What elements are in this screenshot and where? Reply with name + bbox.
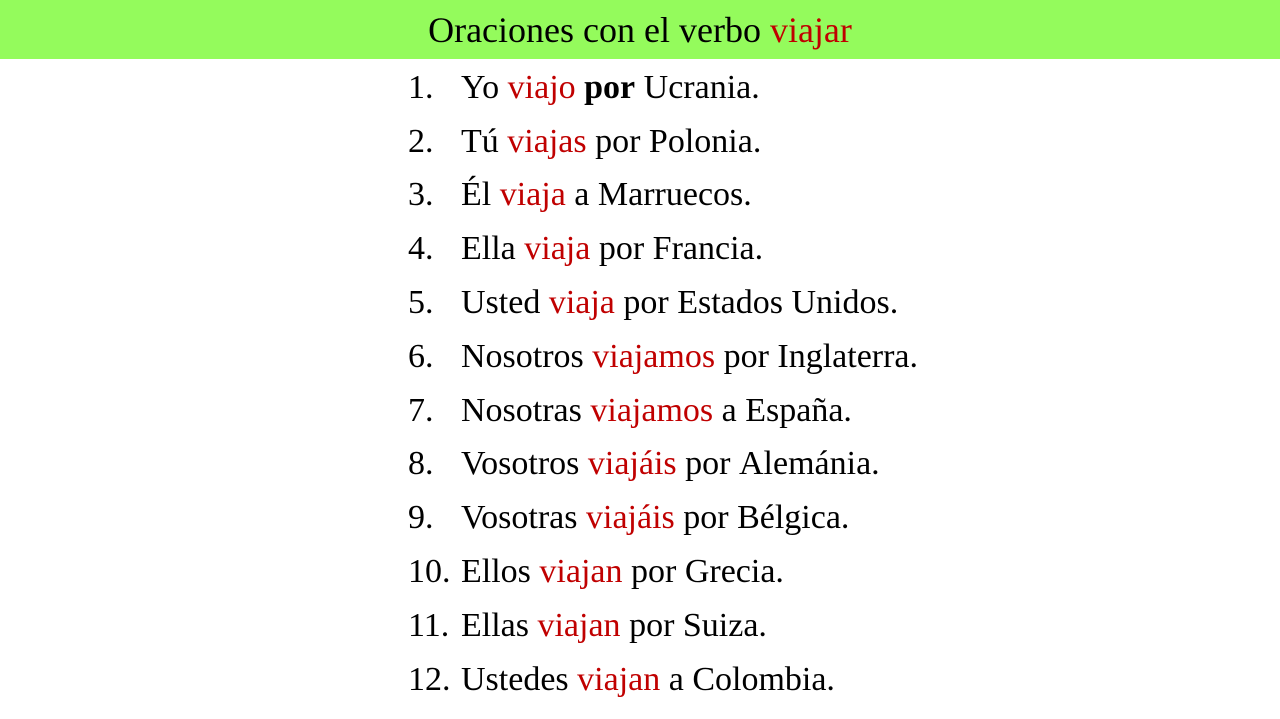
page-title <box>428 9 852 51</box>
item-number: 9. <box>408 499 434 537</box>
item-preposition: por <box>629 606 675 644</box>
item-preposition: por <box>723 337 769 375</box>
item-subject: Él <box>461 176 492 214</box>
item-subject: Vosotras <box>461 499 578 537</box>
item-preposition: por <box>623 284 669 322</box>
item-verb: viajamos <box>590 391 714 429</box>
item-place: Bélgica. <box>737 499 850 537</box>
sentence-list <box>408 61 918 707</box>
item-number: 11. <box>408 606 450 644</box>
item-subject: Ellas <box>461 606 529 644</box>
item-verb: viajáis <box>587 445 677 483</box>
item-place: Alemánia. <box>739 445 880 483</box>
list-item <box>408 653 918 707</box>
item-place: Polonia. <box>648 122 762 160</box>
item-number: 3. <box>408 176 434 214</box>
item-verb: viajas <box>507 122 587 160</box>
item-subject: Ella <box>461 230 516 268</box>
item-preposition: a <box>574 176 590 214</box>
list-item <box>408 222 918 276</box>
item-number: 2. <box>408 122 434 160</box>
item-preposition: por <box>685 445 731 483</box>
list-item <box>408 276 918 330</box>
item-subject: Nosotros <box>461 337 584 375</box>
item-verb: viajáis <box>586 499 675 537</box>
list-item <box>408 61 918 115</box>
title-prefix: Oraciones con el verbo <box>428 9 761 50</box>
item-subject: Ellos <box>461 553 531 591</box>
item-subject: Usted <box>461 284 541 322</box>
item-place: Francia. <box>652 230 764 268</box>
item-number: 7. <box>408 391 434 429</box>
list-item <box>408 330 918 384</box>
item-place: Suiza. <box>682 606 767 644</box>
item-number: 10. <box>408 553 451 591</box>
list-item <box>408 115 918 169</box>
item-verb: viajamos <box>592 337 716 375</box>
item-place: Grecia. <box>684 553 784 591</box>
item-verb: viajan <box>577 660 661 698</box>
item-number: 8. <box>408 445 434 483</box>
list-item <box>408 169 918 223</box>
item-number: 1. <box>408 68 434 106</box>
item-verb: viajan <box>539 553 623 591</box>
list-item <box>408 438 918 492</box>
item-place: Marruecos. <box>597 176 752 214</box>
list-item <box>408 384 918 438</box>
item-verb: viaja <box>499 176 566 214</box>
title-verb: viajar <box>769 9 852 50</box>
item-preposition: a <box>668 660 684 698</box>
item-place: Ucrania. <box>643 68 760 106</box>
item-number: 12. <box>408 660 451 698</box>
item-preposition: por <box>598 230 645 268</box>
item-place: Estados Unidos. <box>677 284 899 322</box>
item-number: 6. <box>408 337 434 375</box>
item-verb: viaja <box>548 284 615 322</box>
item-preposition: por <box>584 68 636 106</box>
item-verb: viajan <box>537 606 621 644</box>
item-place: Colombia. <box>692 660 835 698</box>
item-preposition: por <box>595 122 641 160</box>
item-preposition: por <box>630 553 677 591</box>
title-bar <box>0 0 1280 59</box>
item-subject: Vosotros <box>461 445 580 483</box>
item-number: 4. <box>408 230 434 268</box>
item-subject: Tú <box>461 122 499 160</box>
item-place: Inglaterra. <box>777 337 919 375</box>
item-verb: viajo <box>507 68 576 106</box>
list-item <box>408 545 918 599</box>
list-item <box>408 491 918 545</box>
item-place: España. <box>745 391 852 429</box>
item-subject: Nosotras <box>461 391 582 429</box>
item-preposition: por <box>683 499 729 537</box>
item-preposition: a <box>721 391 737 429</box>
item-verb: viaja <box>524 230 591 268</box>
item-subject: Yo <box>461 68 500 106</box>
item-number: 5. <box>408 284 434 322</box>
list-item <box>408 599 918 653</box>
item-subject: Ustedes <box>461 660 569 698</box>
